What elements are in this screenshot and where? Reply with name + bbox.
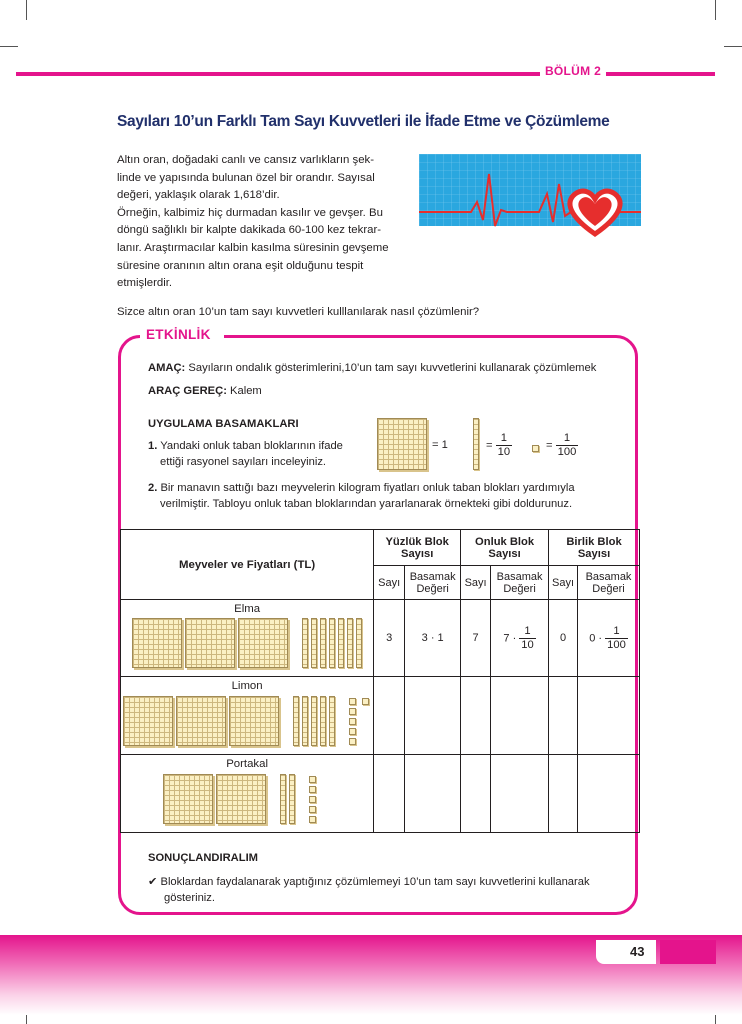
ten-block bbox=[302, 618, 308, 668]
subheader-count: Sayı bbox=[374, 566, 405, 600]
header-fruits: Meyveler ve Fiyatları (TL) bbox=[121, 530, 374, 600]
hundred-block bbox=[176, 696, 226, 746]
intro-line: değeri, yaklaşık olarak 1,618’dir. bbox=[117, 189, 280, 202]
hundreds-count[interactable]: 3 bbox=[374, 600, 405, 677]
ten-block bbox=[280, 774, 286, 824]
step-text: Yandaki onluk taban bloklarının ifade bbox=[160, 440, 343, 452]
step-number: 2. bbox=[148, 482, 158, 494]
tens-count[interactable]: 7 bbox=[461, 600, 491, 677]
page-number: 43 bbox=[630, 944, 645, 959]
tens-value[interactable]: 7 · $\frac{1}{10}$ bbox=[491, 600, 549, 677]
ones-count[interactable] bbox=[549, 677, 578, 755]
hundreds-value[interactable]: 3 · 1 bbox=[405, 600, 461, 677]
equals-one-hundredth: = $\frac{1}{100}$ bbox=[546, 432, 577, 458]
ones-value[interactable] bbox=[578, 677, 640, 755]
section-label: BÖLÜM 2 bbox=[544, 64, 602, 78]
blocks bbox=[121, 618, 373, 668]
hundred-block bbox=[238, 618, 288, 668]
one-block bbox=[309, 786, 316, 793]
tools-label: ARAÇ GEREÇ: bbox=[148, 385, 227, 397]
subheader-count: Sayı bbox=[549, 566, 578, 600]
step-text: Bir manavın sattığı bazı meyvelerin kilogram fiyatları onluk taban blokları yardımıyla bbox=[160, 482, 575, 494]
one-block bbox=[309, 816, 316, 823]
hundreds-count[interactable] bbox=[374, 755, 405, 833]
fruit-cell-portakal bbox=[121, 755, 374, 833]
fruit-cell-limon bbox=[121, 677, 374, 755]
fruit-price-table bbox=[120, 529, 640, 833]
header-rule bbox=[16, 72, 540, 76]
ten-block bbox=[320, 618, 326, 668]
tens-value[interactable] bbox=[491, 677, 549, 755]
one-block bbox=[349, 698, 356, 705]
header-tens: Onluk Blok Sayısı bbox=[461, 530, 549, 566]
equals-one: = 1 bbox=[432, 439, 448, 451]
one-block-icon bbox=[532, 445, 539, 452]
crop-mark bbox=[26, 0, 27, 20]
one-block bbox=[362, 698, 369, 705]
hundreds-count[interactable] bbox=[374, 677, 405, 755]
ten-block bbox=[356, 618, 362, 668]
one-block bbox=[349, 718, 356, 725]
tools-line bbox=[148, 385, 262, 397]
fruit-cell-elma bbox=[121, 600, 374, 677]
intro-paragraph bbox=[117, 152, 397, 293]
ten-block bbox=[329, 696, 335, 746]
step-2 bbox=[148, 480, 575, 512]
tens-count[interactable] bbox=[461, 755, 491, 833]
ten-block bbox=[311, 618, 317, 668]
conclusion-text: ✔ Bloklardan faydalanarak yaptığınız çözümlemeyi 10’un tam sayı kuvvetlerini kullanarak gösteriniz. bbox=[148, 876, 590, 904]
subheader-place-value: Basamak Değeri bbox=[405, 566, 461, 600]
ones-value[interactable] bbox=[578, 755, 640, 833]
fruit-name: Elma bbox=[234, 603, 261, 615]
ten-block-icon bbox=[473, 418, 479, 470]
aim-label: AMAÇ: bbox=[148, 362, 186, 374]
hundred-block bbox=[216, 774, 266, 824]
tools-text: Kalem bbox=[226, 385, 262, 397]
hundred-block bbox=[123, 696, 173, 746]
heartbeat-illustration bbox=[419, 154, 641, 244]
steps-title: UYGULAMA BASAMAKLARI bbox=[148, 418, 299, 430]
one-block bbox=[309, 806, 316, 813]
tens-value[interactable] bbox=[491, 755, 549, 833]
hundred-block bbox=[163, 774, 213, 824]
equals-one-tenth: = $\frac{1}{10}$ bbox=[486, 432, 511, 458]
intro-line: lanır. Araştırmacılar kalbin kasılma süresinin gevşeme bbox=[117, 241, 389, 254]
hundreds-value[interactable] bbox=[405, 677, 461, 755]
table-row bbox=[121, 600, 640, 677]
blocks bbox=[121, 774, 373, 824]
fruit-name: Portakal bbox=[226, 758, 268, 770]
ten-block bbox=[293, 696, 299, 746]
one-block bbox=[349, 708, 356, 715]
crop-mark bbox=[715, 0, 716, 20]
header-ones: Birlik Blok Sayısı bbox=[549, 530, 640, 566]
intro-line: süresine oranının altın orana eşit olduğunu tespit bbox=[117, 259, 364, 272]
ten-block bbox=[320, 696, 326, 746]
table-row bbox=[121, 677, 640, 755]
crop-mark bbox=[724, 46, 742, 47]
ones-value[interactable]: 0 · $\frac{1}{100}$ bbox=[578, 600, 640, 677]
question-text: Sizce altın oran 10’un tam sayı kuvvetleri kulllanılarak nasıl çözümlenir? bbox=[117, 306, 480, 318]
ten-block bbox=[311, 696, 317, 746]
hundred-block-icon bbox=[377, 418, 427, 470]
ten-block bbox=[302, 696, 308, 746]
ten-block bbox=[329, 618, 335, 668]
subheader-place-value: Basamak Değeri bbox=[491, 566, 549, 600]
aim-line bbox=[148, 362, 596, 374]
intro-line: linde ve yapısında bulunan özel bir orandır. Sayısal bbox=[117, 171, 375, 184]
aim-text: Sayıların ondalık gösterimlerini,10’un tam sayı kuvvetlerini kullanarak çözümlemek bbox=[185, 362, 597, 374]
subheader-place-value: Basamak Değeri bbox=[578, 566, 640, 600]
intro-line: döngü sağlıklı bir kalpte dakikada 60-100 kez tekrar- bbox=[117, 224, 382, 237]
header-hundreds: Yüzlük Blok Sayısı bbox=[374, 530, 461, 566]
step-text: verilmiştir. Tabloyu onluk taban bloklarından yararlanarak örnekteki gibi doldurunuz. bbox=[160, 498, 573, 510]
one-block bbox=[349, 728, 356, 735]
checkmark-icon: ✔ bbox=[148, 876, 158, 888]
intro-line: Örneğin, kalbimiz hiç durmadan kasılır ve gevşer. Bu bbox=[117, 206, 383, 219]
ones-count[interactable]: 0 bbox=[549, 600, 578, 677]
tens-count[interactable] bbox=[461, 677, 491, 755]
header-rule bbox=[606, 72, 715, 76]
conclusion-title: SONUÇLANDIRALIM bbox=[148, 852, 259, 864]
page-title: Sayıları 10’un Farklı Tam Sayı Kuvvetleri ile İfade Etme ve Çözümleme bbox=[117, 113, 610, 130]
one-block bbox=[309, 776, 316, 783]
table-row bbox=[121, 755, 640, 833]
step-text: ettiği rasyonel sayıları inceleyiniz. bbox=[160, 456, 327, 468]
one-block bbox=[309, 796, 316, 803]
intro-line: Altın oran, doğadaki canlı ve cansız varlıkların şek- bbox=[117, 154, 375, 166]
ten-block bbox=[289, 774, 295, 824]
step-number: 1. bbox=[148, 440, 158, 452]
ten-block bbox=[338, 618, 344, 668]
activity-label: ETKİNLİK bbox=[146, 327, 211, 342]
crop-mark bbox=[0, 46, 18, 47]
intro-line: etmişlerdir. bbox=[117, 277, 173, 290]
blocks bbox=[121, 696, 373, 746]
one-block bbox=[349, 738, 356, 745]
fruit-name: Limon bbox=[231, 680, 263, 692]
ones-count[interactable] bbox=[549, 755, 578, 833]
step-1 bbox=[148, 438, 343, 470]
page-number-strip bbox=[660, 940, 716, 964]
ten-block bbox=[347, 618, 353, 668]
hundred-block bbox=[132, 618, 182, 668]
subheader-count: Sayı bbox=[461, 566, 491, 600]
hundred-block bbox=[185, 618, 235, 668]
hundreds-value[interactable] bbox=[405, 755, 461, 833]
hundred-block bbox=[229, 696, 279, 746]
